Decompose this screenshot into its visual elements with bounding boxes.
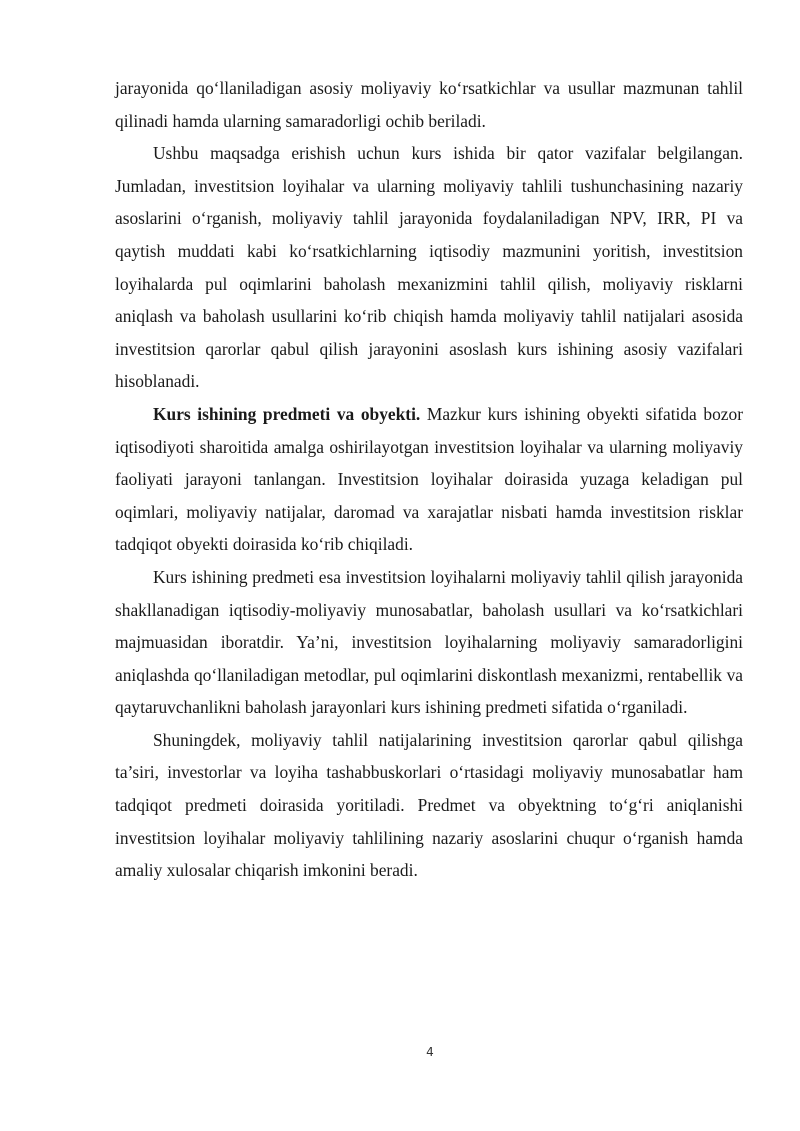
paragraph-text: Ushbu maqsadga erishish uchun kurs ishida bir qator vazifalar belgilangan. Jumladan, investitsion loyihalar va ularning moliyaviy tahlili tushunchasining nazariy asoslarini o‘rganish, moliyaviy tahlil jarayonida foydalaniladigan NPV, IRR, PI va qaytish muddati kabi ko‘rsatkichlarning iqtisodiy mazmunini yoritish, investitsion loyihalarda pul oqimlarini baholash mexanizmini tahlil qilish, moliyaviy risklarni aniqlash va baholash usullarini ko‘rib chiqish hamda moliyaviy tahlil natijalari asosida investitsion qarorlar qabul qilish jarayonini asoslash kurs ishining asosiy vazifalari hisoblanadi. xyxy=(115,143,743,392)
document-body xyxy=(115,72,743,887)
paragraph-heading: Kurs ishining predmeti va obyekti. xyxy=(153,403,421,424)
paragraph-subject xyxy=(115,561,743,724)
paragraph-conclusion xyxy=(115,724,743,887)
paragraph-tasks xyxy=(115,137,743,398)
paragraph-subject-object xyxy=(115,398,743,561)
paragraph-text: Kurs ishining predmeti esa investitsion loyihalarni moliyaviy tahlil qilish jarayonida shakllanadigan iqtisodiy-moliyaviy munosabatlar, baholash usullari va ko‘rsatkichlari majmuasidan iboratdir. Ya’ni, investitsion loyihalarning moliyaviy samaradorligini aniqlashda qo‘llaniladigan metodlar, pul oqimlarini diskontlash mexanizmi, rentabellik va qaytaruvchanlikni baholash jarayonlari kurs ishining predmeti sifatida o‘rganiladi. xyxy=(115,566,743,718)
paragraph-text: Shuningdek, moliyaviy tahlil natijalarining investitsion qarorlar qabul qilishga ta’siri, investorlar va loyiha tashabbuskorlari o‘rtasidagi moliyaviy munosabatlar ham tadqiqot predmeti doirasida yoritiladi. Predmet va obyektning to‘g‘ri aniqlanishi investitsion loyihalar moliyaviy tahlilining nazariy asoslarini chuqur o‘rganish hamda amaliy xulosalar chiqarish imkonini beradi. xyxy=(115,729,743,881)
paragraph-text: Mazkur kurs ishining obyekti sifatida bozor iqtisodiyoti sharoitida amalga oshirilayotgan investitsion loyihalar va ularning moliyaviy faoliyati jarayoni tanlangan. Investitsion loyihalar doirasida yuzaga keladigan pul oqimlari, moliyaviy natijalar, daromad va xarajatlar nisbati hamda investitsion risklar tadqiqot obyekti doirasida ko‘rib chiqiladi. xyxy=(115,403,743,555)
paragraph-text: jarayonida qo‘llaniladigan asosiy moliyaviy ko‘rsatkichlar va usullar mazmunan tahlil qilinadi hamda ularning samaradorligi ochib beriladi. xyxy=(115,78,743,131)
paragraph-continuation xyxy=(115,72,743,137)
page-number: 4 xyxy=(426,1045,434,1059)
